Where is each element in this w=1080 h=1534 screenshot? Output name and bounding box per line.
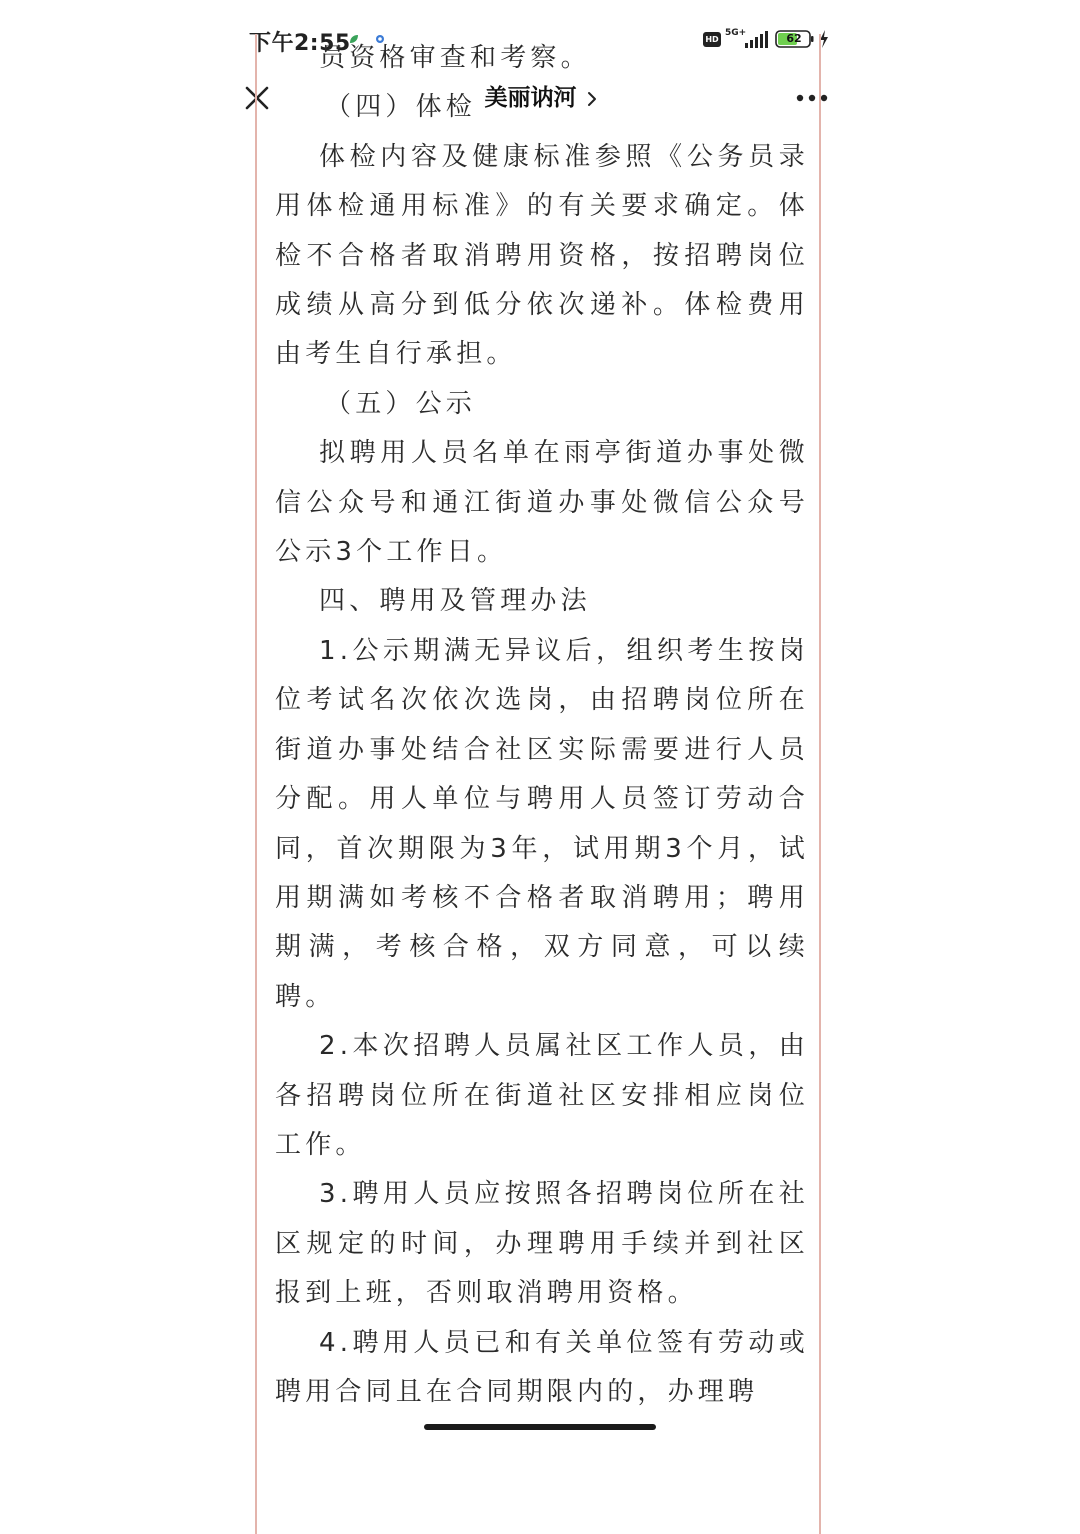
article-paragraph: 3.聘用人员应按照各招聘岗位所在社区规定的时间，办理聘用手续并到社区报到上班，否则取消聘用资格。 [275, 1179, 809, 1309]
article-body [275, 34, 809, 1417]
battery-level: 62 [786, 32, 802, 45]
article-paragraph: 1.公示期满无异议后，组织考生按岗位考试名次依次选岗，由招聘岗位所在街道办事处结合社区实际需要进行人员分配。用人单位与聘用人员签订劳动合同，首次期限为3年，试用期3个月，试用期满如考核不合格者取消聘用；聘用期满，考核合格，双方同意，可以续聘。 [275, 635, 809, 1012]
status-time: 下午2:55 [249, 31, 351, 56]
section-heading-employment: 四、聘用及管理办法 [319, 586, 591, 617]
section-heading-publicity: （五）公示 [325, 388, 477, 419]
home-indicator[interactable] [424, 1424, 656, 1430]
page-title: 美丽讷河 [484, 85, 577, 111]
hd-badge: HD [703, 32, 721, 47]
phone-screen [225, 0, 857, 1440]
article-frame [255, 34, 821, 1534]
network-type-label: 5G+ [725, 28, 747, 38]
article-paragraph: 体检内容及健康标准参照《公务员录用体检通用标准》的有关要求确定。体检不合格者取消聘用资格，按招聘岗位成绩从高分到低分依次递补。体检费用由考生自行承担。 [275, 141, 809, 370]
article-paragraph: 4.聘用人员已和有关单位签有劳动或聘用合同且在合同期限内的，办理聘 [275, 1327, 809, 1407]
article-paragraph: 拟聘用人员名单在雨亭街道办事处微信公众号和通江街道办事处微信公众号公示3个工作日。 [275, 438, 809, 568]
section-heading-physical-exam: （四）体检 [325, 92, 477, 123]
article-paragraph: 2.本次招聘人员属社区工作人员，由各招聘岗位所在街道社区安排相应岗位工作。 [275, 1031, 809, 1160]
article-paragraph: 员资格审查和考察。 [319, 43, 591, 73]
